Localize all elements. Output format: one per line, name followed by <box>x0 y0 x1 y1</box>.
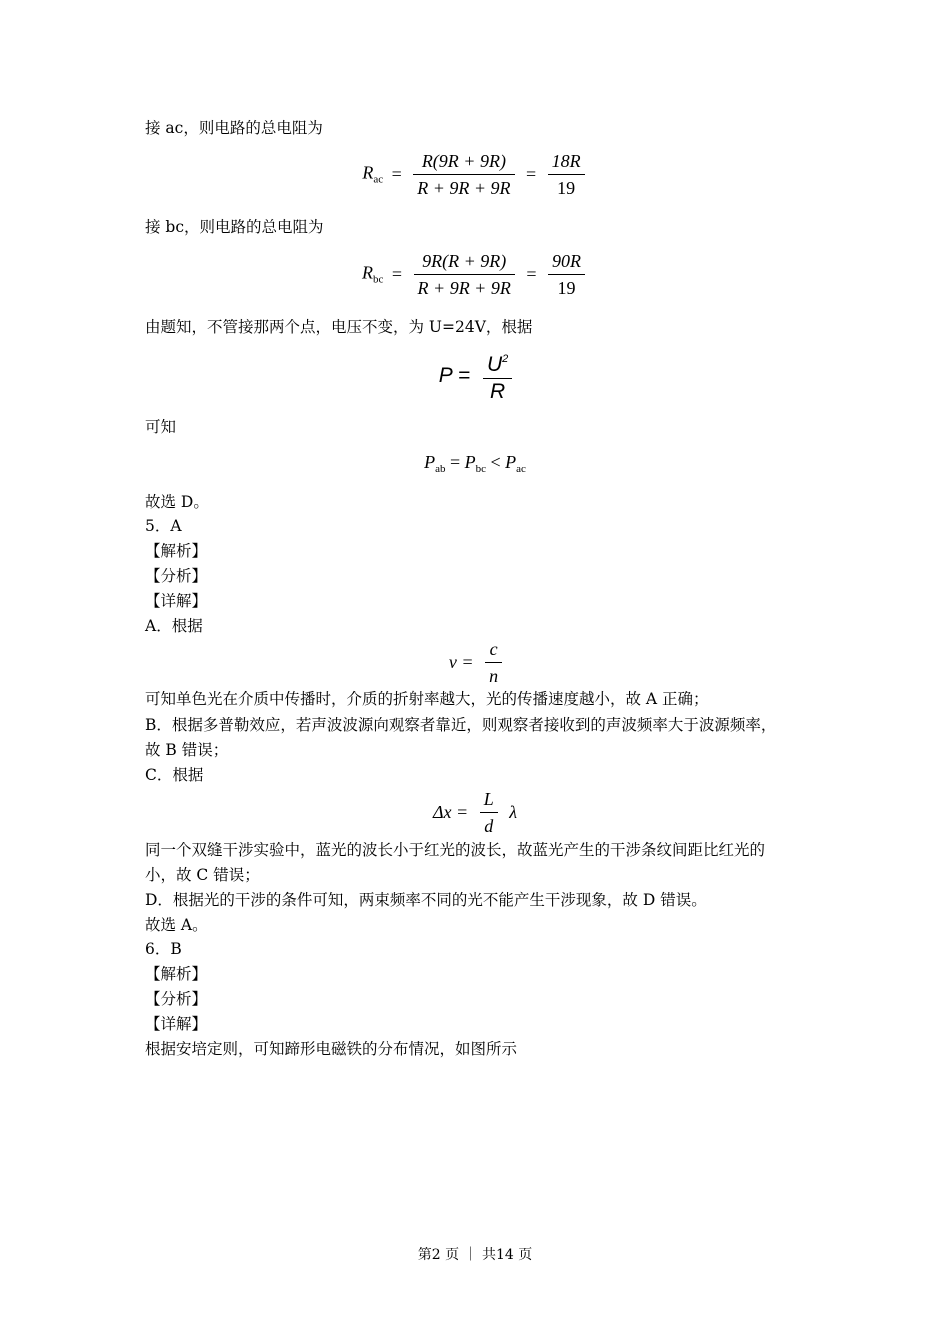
formula-rbc: $R_{bc}$ = $\frac{9R(R + 9R)}{R + 9R + 9R}$ = $\frac{90R}{19}$ <box>0 250 950 299</box>
formula-rac: $R_{ac}$ = $\frac{R(9R + 9R)}{R + 9R + 9R}$ = $\frac{18R}{19}$ <box>0 150 950 199</box>
text-line: 接 bc，则电路的总电阻为 <box>145 218 324 236</box>
text-line: 接 ac，则电路的总电阻为 <box>145 119 323 137</box>
text-line: 故 B 错误； <box>145 741 229 759</box>
text-line: 【解析】 <box>145 542 208 560</box>
text-line: D．根据光的干涉的条件可知，两束频率不同的光不能产生干涉现象，故 D 错误。 <box>145 891 707 909</box>
formula-compare: $P_{ab} = P_{bc} < P_{ac}$ <box>424 452 526 475</box>
text-line: 可知 <box>145 418 177 436</box>
formula-speed: v = $\frac{c}{n}$ <box>0 638 950 687</box>
text-line: 同一个双缝干涉实验中，蓝光的波长小于红光的波长，故蓝光产生的干涉条纹间距比红光的 <box>145 841 766 859</box>
text-line: 【解析】 <box>145 965 208 983</box>
text-line: 故选 D。 <box>145 493 209 511</box>
formula-power: P = $\frac{U^2}{R}$ <box>0 348 950 403</box>
text-line: 【分析】 <box>145 990 208 1008</box>
page-footer: 第2 页 ｜ 共14 页 <box>417 1247 533 1263</box>
text-line: 小，故 C 错误； <box>145 866 260 884</box>
text-line: 根据安培定则，可知蹄形电磁铁的分布情况，如图所示 <box>145 1040 518 1058</box>
text-line: 由题知，不管接那两个点，电压不变，为 U=24V，根据 <box>145 318 533 336</box>
text-line: 【详解】 <box>145 592 208 610</box>
text-line: A．根据 <box>145 617 203 635</box>
text-line: 6．B <box>145 940 182 958</box>
text-line: B．根据多普勒效应，若声波波源向观察者靠近，则观察者接收到的声波频率大于波源频率， <box>145 716 777 734</box>
text-line: 故选 A。 <box>145 916 208 934</box>
text-line: 5．A <box>145 517 182 535</box>
text-line: 【分析】 <box>145 567 208 585</box>
text-line: C．根据 <box>145 766 204 784</box>
formula-fringe: Δx = $\frac{L}{d}$ λ <box>432 789 517 836</box>
text-line: 可知单色光在介质中传播时，介质的折射率越大，光的传播速度越小，故 A 正确； <box>145 690 709 708</box>
text-line: 【详解】 <box>145 1015 208 1033</box>
